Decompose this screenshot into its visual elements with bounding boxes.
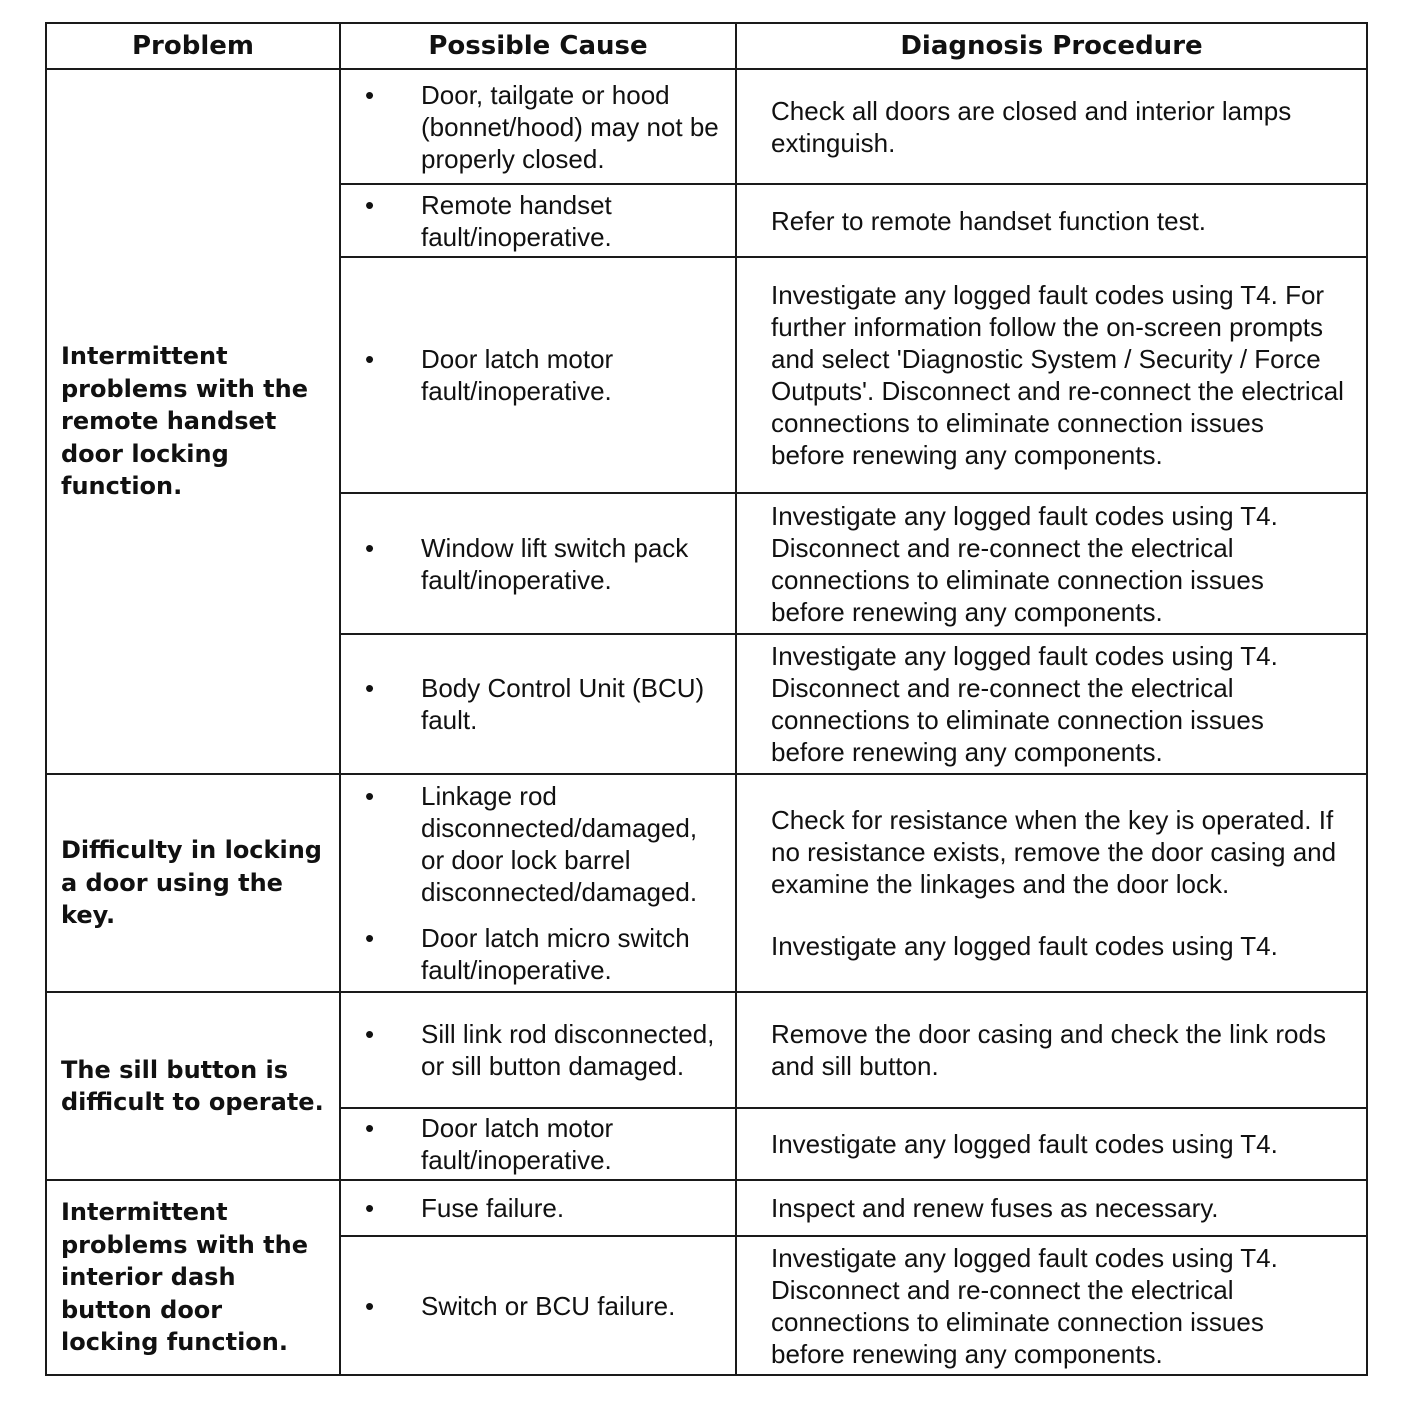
list-item bbox=[365, 1192, 725, 1224]
header-possible-cause: Possible Cause bbox=[340, 23, 736, 69]
cause-text: Linkage rod disconnected/damaged, or door lock barrel disconnected/damaged. bbox=[421, 781, 698, 907]
procedure-cell: Inspect and renew fuses as necessary. bbox=[736, 1180, 1367, 1236]
list-item bbox=[365, 189, 725, 253]
cause-cell bbox=[340, 634, 736, 774]
cause-cell bbox=[340, 1236, 736, 1375]
cause-cell bbox=[340, 493, 736, 634]
procedure-text: Check for resistance when the key is operated. If no resistance exists, remove the door casing and examine the linkages and the door lock. bbox=[771, 805, 1337, 899]
cause-cell bbox=[340, 1180, 736, 1236]
list-item bbox=[365, 1018, 725, 1082]
procedure-cell: Investigate any logged fault codes using T4. Disconnect and re-connect the electrical connections to eliminate connection issues before renewing any components. bbox=[736, 634, 1367, 774]
bullet-icon: • bbox=[365, 673, 375, 703]
bullet-icon: • bbox=[365, 1193, 375, 1223]
cause-text: Door latch motor fault/inoperative. bbox=[421, 344, 614, 406]
problem-cell: The sill button is difficult to operate. bbox=[46, 992, 340, 1180]
procedure-cell: Refer to remote handset function test. bbox=[736, 184, 1367, 257]
cause-text: Sill link rod disconnected, or sill button damaged. bbox=[421, 1019, 715, 1081]
procedure-cell: Investigate any logged fault codes using T4. Disconnect and re-connect the electrical connections to eliminate connection issues before renewing any components. bbox=[736, 493, 1367, 634]
cause-text: Switch or BCU failure. bbox=[421, 1290, 676, 1321]
bullet-icon: • bbox=[365, 1290, 375, 1321]
procedure-cell: Check all doors are closed and interior lamps extinguish. bbox=[736, 69, 1367, 184]
procedure-cell: Investigate any logged fault codes using T4. For further information follow the on-screen prompts and select 'Diagnostic System / Security / Force Outputs'. Disconnect and re-connect the electrical connections to eliminate connection issues before renewing any components. bbox=[736, 257, 1367, 493]
bullet-icon: • bbox=[365, 79, 375, 110]
bullet-icon: • bbox=[365, 781, 375, 811]
procedure-cell: Remove the door casing and check the link rods and sill button. bbox=[736, 992, 1367, 1108]
procedure-text: Investigate any logged fault codes using T4. bbox=[771, 931, 1278, 961]
bullet-icon: • bbox=[365, 189, 375, 220]
list-item bbox=[365, 1290, 725, 1322]
bullet-icon: • bbox=[365, 923, 375, 953]
cause-text: Door, tailgate or hood (bonnet/hood) may not be properly closed. bbox=[421, 79, 719, 174]
header-row bbox=[46, 23, 1367, 69]
list-item bbox=[365, 79, 725, 175]
problem-cell: Difficulty in locking a door using the key. bbox=[46, 774, 340, 992]
header-diagnosis-procedure: Diagnosis Procedure bbox=[736, 23, 1367, 69]
list-item bbox=[365, 922, 725, 986]
procedure-cell: Investigate any logged fault codes using T4. Disconnect and re-connect the electrical connections to eliminate connection issues before renewing any components. bbox=[736, 1236, 1367, 1375]
cause-text: Window lift switch pack fault/inoperative. bbox=[421, 532, 689, 595]
table-row bbox=[46, 69, 1367, 184]
list-item bbox=[365, 1112, 725, 1176]
list-item bbox=[365, 532, 725, 596]
cause-cell bbox=[340, 992, 736, 1108]
diagnosis-table bbox=[45, 22, 1368, 1376]
cause-cell bbox=[340, 774, 736, 992]
bullet-icon: • bbox=[365, 344, 375, 374]
problem-cell: Intermittent problems with the interior dash button door locking function. bbox=[46, 1180, 340, 1375]
cause-cell bbox=[340, 257, 736, 493]
cause-cell bbox=[340, 69, 736, 184]
cause-text: Door latch motor fault/inoperative. bbox=[421, 1113, 614, 1175]
cause-text: Door latch micro switch fault/inoperative. bbox=[421, 923, 690, 985]
procedure-cell: Investigate any logged fault codes using T4. bbox=[736, 1108, 1367, 1180]
bullet-icon: • bbox=[365, 1113, 375, 1143]
cause-cell bbox=[340, 184, 736, 257]
bullet-icon: • bbox=[365, 1019, 375, 1049]
bullet-icon: • bbox=[365, 532, 375, 563]
list-item bbox=[365, 780, 725, 908]
cause-text: Body Control Unit (BCU) fault. bbox=[421, 673, 705, 735]
table-row bbox=[46, 992, 1367, 1108]
list-item bbox=[365, 343, 725, 407]
problem-cell: Intermittent problems with the remote handset door locking function. bbox=[46, 69, 340, 774]
cause-text: Remote handset fault/inoperative. bbox=[421, 189, 612, 252]
header-problem: Problem bbox=[46, 23, 340, 69]
procedure-cell bbox=[736, 774, 1367, 992]
table-row bbox=[46, 774, 1367, 992]
list-item bbox=[365, 672, 725, 736]
cause-cell bbox=[340, 1108, 736, 1180]
table-row bbox=[46, 1180, 1367, 1236]
cause-text: Fuse failure. bbox=[421, 1193, 565, 1223]
